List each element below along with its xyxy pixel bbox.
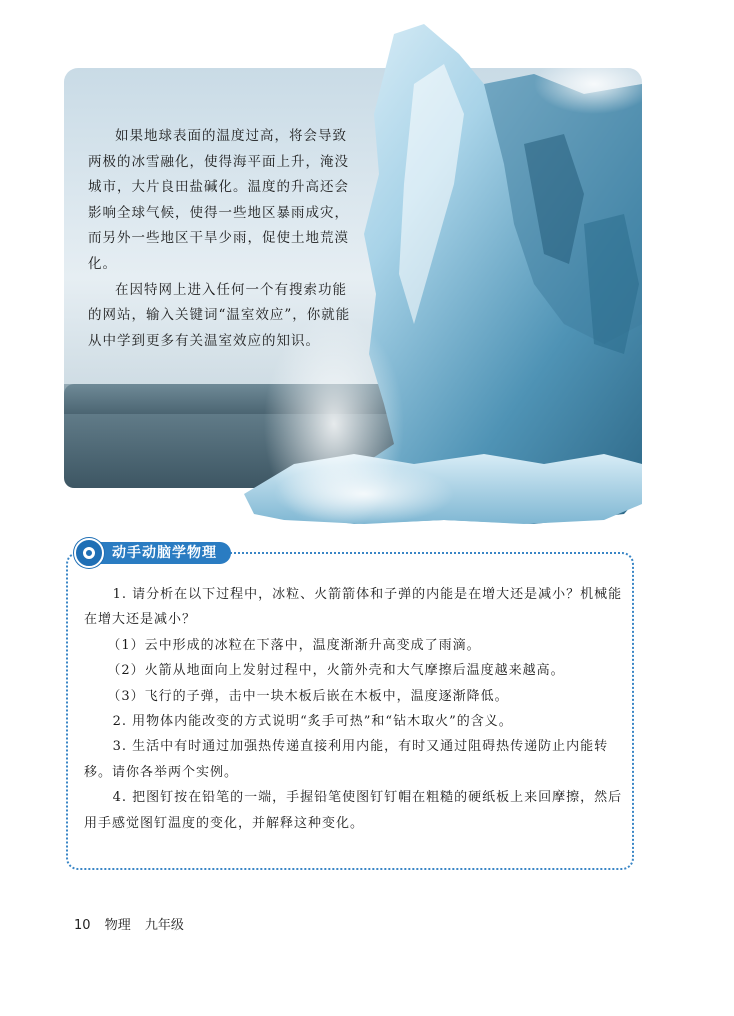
question-1: 1. 请分析在以下过程中，冰粒、火箭箭体和子弹的内能是在增大还是减小？机械能在增大还是减小？ [84,587,623,628]
question-4: 4. 把图钉按在铅笔的一端，手握铅笔使图钉钉帽在粗糙的硬纸板上来回摩擦，然后用手感觉图钉温度的变化，并解释这种变化。 [84,790,623,831]
target-icon [74,538,104,568]
page-footer [74,914,194,933]
question-1-item-3: （3）飞行的子弹，击中一块木板后嵌在木板中，温度逐渐降低。 [107,688,509,704]
question-3: 3. 生活中有时通过加强热传递直接利用内能，有时又通过阻碍热传递防止内能转移。请你各举两个实例。 [84,739,609,780]
activity-content [84,582,624,836]
grade-label: 九年级 [144,918,184,933]
activity-title: 动手动脑学物理 [98,542,231,564]
intro-text [88,124,353,354]
activity-header [74,540,231,566]
question-1-item-2: （2）火箭从地面向上发射过程中，火箭外壳和大气摩擦后温度越来越高。 [107,663,565,679]
question-1-item-1: （1）云中形成的冰粒在下落中，温度渐渐升高变成了雨滴。 [107,637,481,653]
question-2: 2. 用物体内能改变的方式说明“炙手可热”和“钻木取火”的含义。 [112,714,513,730]
intro-paragraph-1: 如果地球表面的温度过高，将会导致两极的冰雪融化，使得海平面上升，淹没城市，大片良田盐碱化。温度的升高还会影响全球气候，使得一些地区暴雨成灾，而另外一些地区干旱少雨，促使土地荒漠化。 [88,128,349,272]
subject-label: 物理 [104,918,131,933]
page-number: 10 [74,918,91,933]
intro-paragraph-2: 在因特网上进入任何一个有搜索功能的网站，输入关键词“温室效应”，你就能从中学到更多有关温室效应的知识。 [88,281,351,349]
